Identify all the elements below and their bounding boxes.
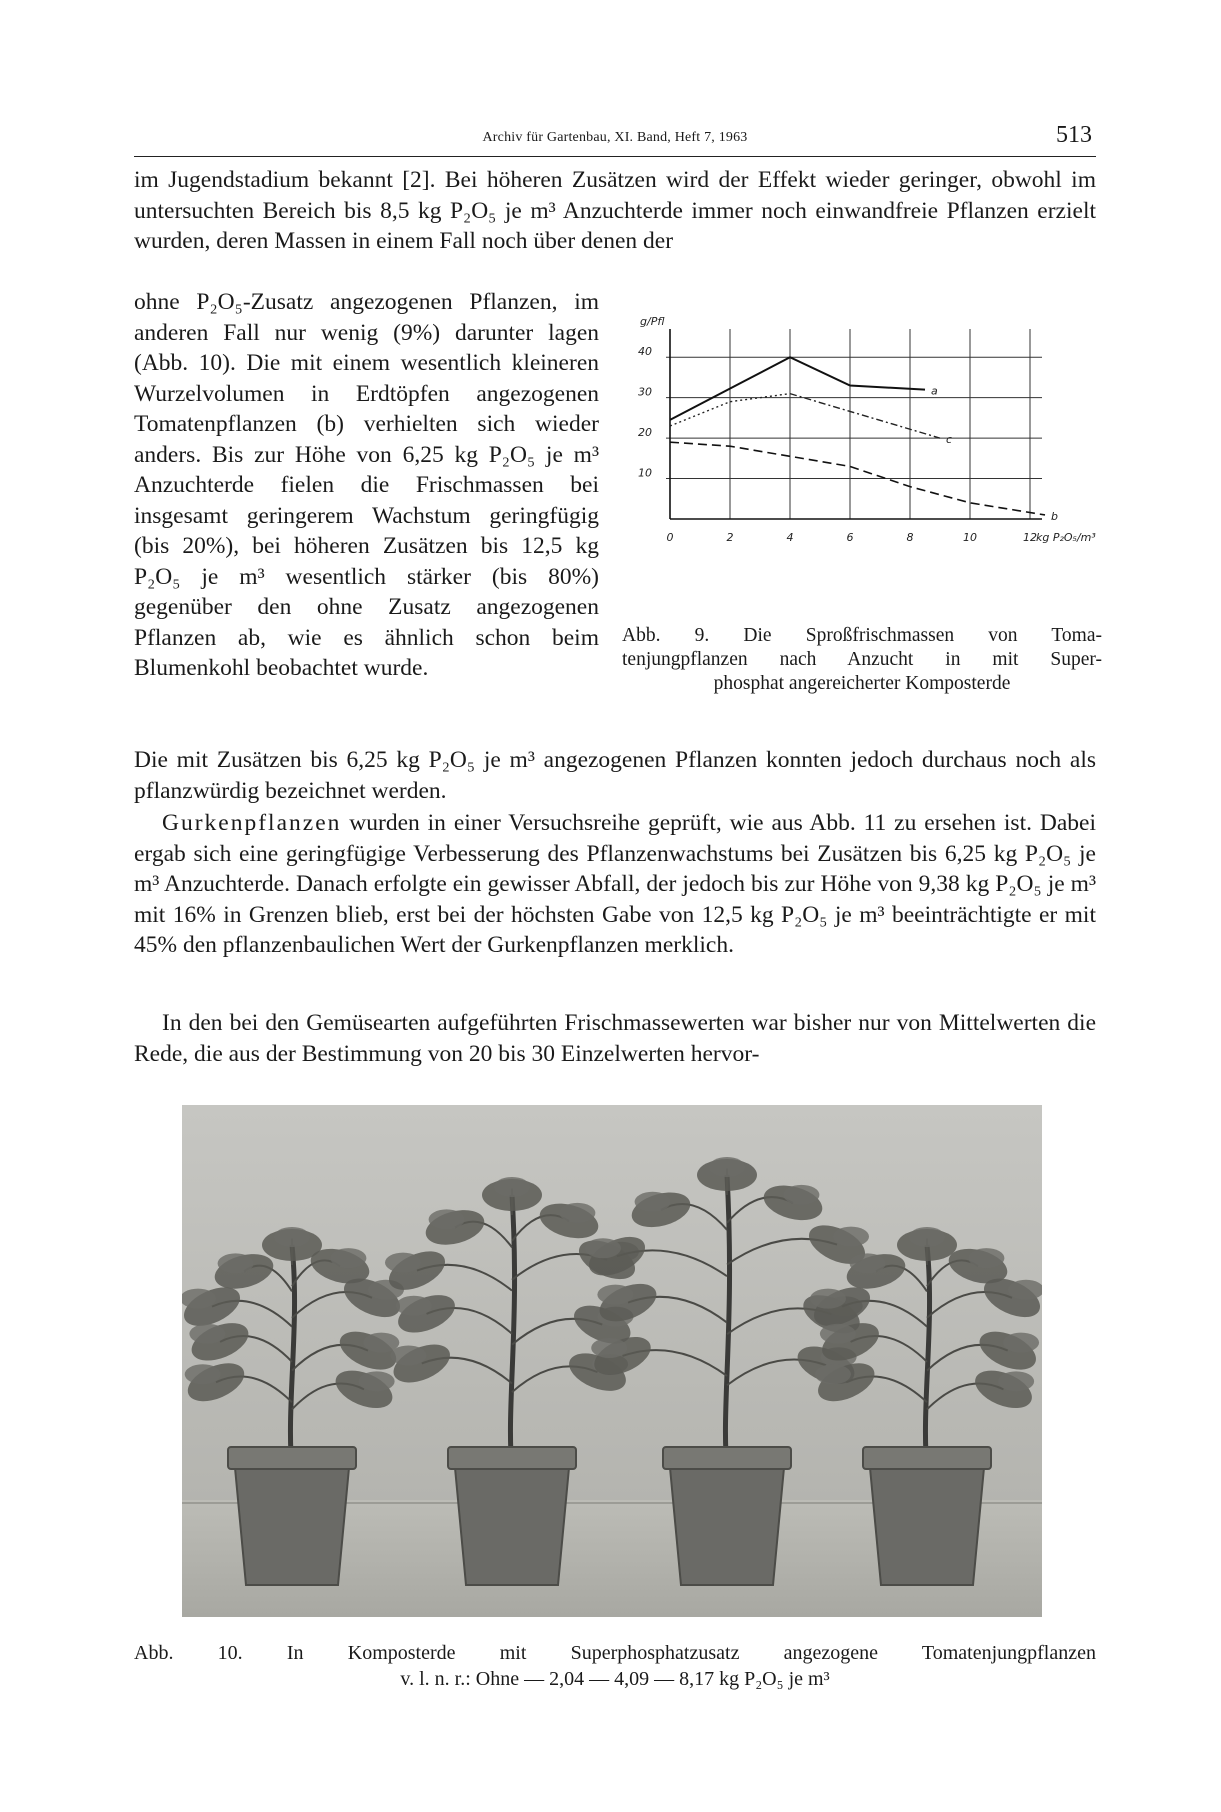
paragraph-2 xyxy=(134,808,1096,961)
x-tick-label: 6 xyxy=(846,531,854,544)
series-line-c xyxy=(790,394,940,438)
plant-leaf xyxy=(998,1371,1034,1391)
plant-leaf xyxy=(820,1324,856,1344)
flower-pot xyxy=(669,1457,785,1585)
x-tick-label: 10 xyxy=(963,531,977,544)
y-tick-label: 30 xyxy=(638,385,652,399)
figure-9-caption-line-2: tenjungpflanzen nach Anzucht in mit Super- xyxy=(622,649,1102,670)
plant-leaf xyxy=(385,1253,421,1273)
flower-pot xyxy=(454,1457,570,1585)
x-tick-label: 2 xyxy=(726,531,734,544)
x-tick-label: 8 xyxy=(906,531,914,544)
x-axis-label: kg P₂O₅/m³ xyxy=(1036,531,1096,544)
page-number: 513 xyxy=(1056,122,1092,148)
flower-pot-rim xyxy=(448,1447,576,1469)
flower-pot xyxy=(234,1457,350,1585)
plant-leaf xyxy=(330,1248,366,1268)
plant-leaf xyxy=(968,1248,1004,1268)
y-axis-label: g/Pfl xyxy=(640,315,665,328)
figure-9-caption xyxy=(622,624,1102,696)
figure-10-caption-line-1: Abb. 10. In Komposterde mit Superphosphatzusatz angezogene Tomatenjungpflanzen xyxy=(134,1642,1096,1664)
x-tick-label: 12 xyxy=(1023,531,1037,544)
plant-leaf xyxy=(709,1157,745,1177)
plant-leaf xyxy=(833,1227,869,1247)
y-tick-label: 10 xyxy=(638,466,652,480)
plant-leaf xyxy=(810,1289,846,1309)
chart-svg xyxy=(618,315,1096,615)
plant-leaf xyxy=(1003,1333,1039,1353)
plant-leaf xyxy=(559,1203,595,1223)
plant-leaf xyxy=(909,1227,945,1247)
plant-leaf xyxy=(494,1177,530,1197)
figure-10-caption xyxy=(134,1640,1096,1692)
paragraph-3: In den bei den Gemüsearten aufgeführten Frischmassewerten war bisher nur von Mittelwerten die Rede, die aus der Bestimmung von 20 bis 30 Einzelwerten hervor- xyxy=(134,1010,1096,1067)
plant-leaf xyxy=(274,1227,310,1247)
series-label-b: b xyxy=(1051,509,1058,523)
series-label-c: c xyxy=(946,433,953,447)
figure-10-caption-line-2: v. l. n. r.: Ohne — 2,04 — 4,09 — 8,17 kg P₂O₅ je m³ xyxy=(400,1668,830,1690)
plant-leaf xyxy=(597,1285,633,1305)
y-tick-label: 20 xyxy=(638,426,652,440)
plant-leaf xyxy=(189,1324,225,1344)
flower-pot xyxy=(869,1457,985,1585)
x-tick-label: 0 xyxy=(666,531,674,544)
flower-pot-rim xyxy=(863,1447,991,1469)
running-head xyxy=(134,122,1096,157)
journal-running-title: Archiv für Gartenbau, XI. Band, Heft 7, 1963 xyxy=(482,130,748,145)
plant-leaf xyxy=(396,1296,432,1316)
figure-9-chart xyxy=(618,315,1096,615)
plant-leaf xyxy=(635,1192,671,1212)
plant-leaf xyxy=(591,1338,627,1358)
flower-pot-rim xyxy=(228,1447,356,1469)
plant-leaf xyxy=(850,1253,886,1273)
x-tick-label: 4 xyxy=(786,531,794,544)
plant-leaf xyxy=(815,1364,851,1384)
paragraph-2-body: wurden in einer Versuchsreihe geprüft, wie aus Abb. 11 zu ersehen ist. Dabei ergab sich eine geringfügige Verbesserung des Pflanzenwachstums bei Zusätzen bis 6,25 kg P₂O₅ je m³ Anzuchterde. Danach erfolgte ein gewisser Abfall, der jedoch bis zur Höhe von 9,38 kg P₂O₅ je m³ mit 16% in Grenzen blieb, erst bei der höchsten Gabe von 12,5 kg P₂O₅ je m³ beeinträchtigte er mit 45% den pflanzenbaulichen Wert der Gurkenpflanzen merklich. xyxy=(134,810,1096,958)
paragraph-1-full: im Jugendstadium bekannt [2]. Bei höheren Zusätzen wird der Effekt wieder geringer, obwohl im untersuchten Bereich bis 8,5 kg P₂O₅ je m³ Anzuchterde immer noch einwandfreie Pflanzen erzielt wurden, deren Massen in einem Fall noch über denen der xyxy=(134,167,1096,254)
series-label-a: a xyxy=(931,384,938,398)
figure-9-caption-line-1: Abb. 9. Die Sproßfrischmassen von Toma- xyxy=(622,625,1102,646)
paragraph-2-lead: Gurkenpflanzen xyxy=(162,810,342,836)
paragraph-1-tail: Die mit Zusätzen bis 6,25 kg P₂O₅ je m³ angezogenen Pflanzen konnten jedoch durchaus noch als pflanzwürdig bezeichnet werden. xyxy=(134,747,1096,804)
plant-leaf xyxy=(783,1185,819,1205)
plant-leaf xyxy=(390,1345,426,1365)
figure-9-caption-line-3: phosphat angereicherter Komposterde xyxy=(713,673,1011,694)
figure-10-photo xyxy=(182,1105,1042,1617)
plant-leaf xyxy=(185,1364,221,1384)
tomato-plants-photo xyxy=(182,1105,1042,1617)
plant-leaf xyxy=(359,1371,395,1391)
paragraph-1-narrow: ohne P₂O₅-Zusatz angezogenen Pflanzen, im anderen Fall nur wenig (9%) darunter lagen (Abb. 10). Die mit einem wesentlich kleineren Wurzelvolumen in Erdtöpfen angezogenen Tomatenpflanzen (b) verhielten sich wieder anders. Bis zur Höhe von 6,25 kg P₂O₅ je m³ Anzuchterde fielen die Frischmassen bei insgesamt geringerem Wachstum geringfügig (bis 20%), bei höheren Zusätzen bis 12,5 kg P₂O₅ je m³ wesentlich stärker (bis 80%) gegenüber den ohne Zusatz angezogenen Pflanzen ab, wie es ähnlich schon beim Blumenkohl beobachtet wurde. xyxy=(134,289,599,681)
y-tick-label: 40 xyxy=(638,345,652,359)
flower-pot-rim xyxy=(663,1447,791,1469)
plant-leaf xyxy=(429,1209,465,1229)
plant-leaf xyxy=(218,1253,254,1273)
plant-leaf xyxy=(585,1238,621,1258)
